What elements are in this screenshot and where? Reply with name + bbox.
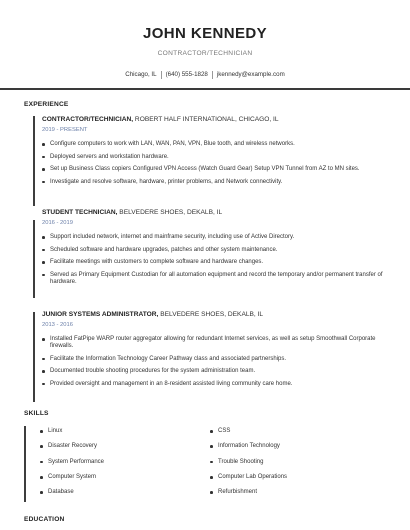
education-heading: EDUCATION	[24, 516, 65, 523]
job-bullet: Provided oversight and management in an 8-resident assisted living community care home.	[42, 381, 392, 388]
skill-item: Database	[40, 489, 210, 496]
job-bullet: Deployed servers and workstation hardware.	[42, 154, 392, 161]
timeline-line	[33, 116, 35, 206]
job-bullets	[42, 234, 392, 286]
skill-item: Disaster Recovery	[40, 443, 210, 450]
job-bullet: Scheduled software and hardware upgrades, patches and other system maintenance.	[42, 247, 392, 254]
skills-line	[24, 426, 26, 502]
job-bullet: Facilitate the Information Technology Career Pathway class and associated partnerships.	[42, 356, 392, 363]
skill-item: Linux	[40, 428, 210, 435]
skill-item: CSS	[210, 428, 380, 435]
job-role: JUNIOR SYSTEMS ADMINISTRATOR,	[42, 311, 159, 318]
job-title	[42, 311, 392, 319]
skill-item: System Performance	[40, 459, 210, 466]
job-bullet: Set up Business Class copiers Configured VPN Access (Watch Guard Gear) Setup VPN Tunnel from AZ to MN sites.	[42, 166, 392, 173]
job-role: CONTRACTOR/TECHNICIAN,	[42, 116, 134, 123]
skills-heading: SKILLS	[24, 410, 49, 417]
contact-phone[interactable]: (640) 555-1828	[165, 71, 208, 78]
job-bullet: Configure computers to work with LAN, WAN, PAN, VPN, Blue tooth, and wireless networks.	[42, 141, 392, 148]
skill-item: Computer System	[40, 474, 210, 481]
resume-header	[0, 25, 410, 79]
job-company: BELVEDERE SHOES, DEKALB, IL	[117, 209, 223, 216]
job-entry	[42, 311, 392, 393]
timeline-line	[33, 220, 35, 298]
job-bullet: Facilitate meetings with customers to complete software and hardware changes.	[42, 259, 392, 266]
contact-divider	[161, 71, 162, 79]
experience-heading: EXPERIENCE	[24, 101, 69, 108]
job-bullet: Served as Primary Equipment Custodian for all automation equipment and record the temporary and/or permanent transfer of hardware.	[42, 272, 392, 286]
candidate-name: JOHN KENNEDY	[143, 25, 267, 42]
job-bullet: Documented trouble shooting procedures for the system administration team.	[42, 368, 392, 375]
job-company: ROBERT HALF INTERNATIONAL, CHICAGO, IL	[133, 116, 279, 123]
job-bullet: Support included network, internet and mainframe security, including use of Active Directory.	[42, 234, 392, 241]
job-entry	[42, 209, 392, 291]
job-bullet: Installed FatPipe WARP router aggregator allowing for redundant Internet services, as well as setup Smoothwall Corporate firewalls.	[42, 336, 392, 350]
job-dates: 2013 - 2016	[42, 322, 73, 328]
skills-column-left	[40, 428, 210, 504]
skill-item: Information Technology	[210, 443, 380, 450]
job-company: BELVEDERE SHOES, DEKALB, IL	[158, 311, 264, 318]
contact-divider	[212, 71, 213, 79]
contact-location: Chicago, IL	[125, 71, 157, 78]
contact-email[interactable]: jkennedy@example.com	[216, 71, 285, 78]
job-title	[42, 209, 392, 217]
skills-column-right	[210, 428, 380, 504]
job-title	[42, 116, 392, 124]
skill-item: Refurbishment	[210, 489, 380, 496]
job-dates: 2016 - 2019	[42, 220, 73, 226]
contact-line	[0, 71, 410, 79]
candidate-title: CONTRACTOR/TECHNICIAN	[157, 50, 253, 57]
job-bullet: Investigate and resolve software, hardware, printer problems, and Network connectivity.	[42, 179, 392, 186]
timeline-line	[33, 312, 35, 402]
skills-list	[40, 428, 400, 504]
skill-item: Trouble Shooting	[210, 459, 380, 466]
job-role: STUDENT TECHNICIAN,	[42, 209, 118, 216]
header-divider	[0, 88, 410, 90]
job-bullets	[42, 141, 392, 186]
job-dates: 2019 - PRESENT	[42, 127, 88, 133]
skill-item: Computer Lab Operations	[210, 474, 380, 481]
job-bullets	[42, 336, 392, 388]
job-entry	[42, 116, 392, 191]
